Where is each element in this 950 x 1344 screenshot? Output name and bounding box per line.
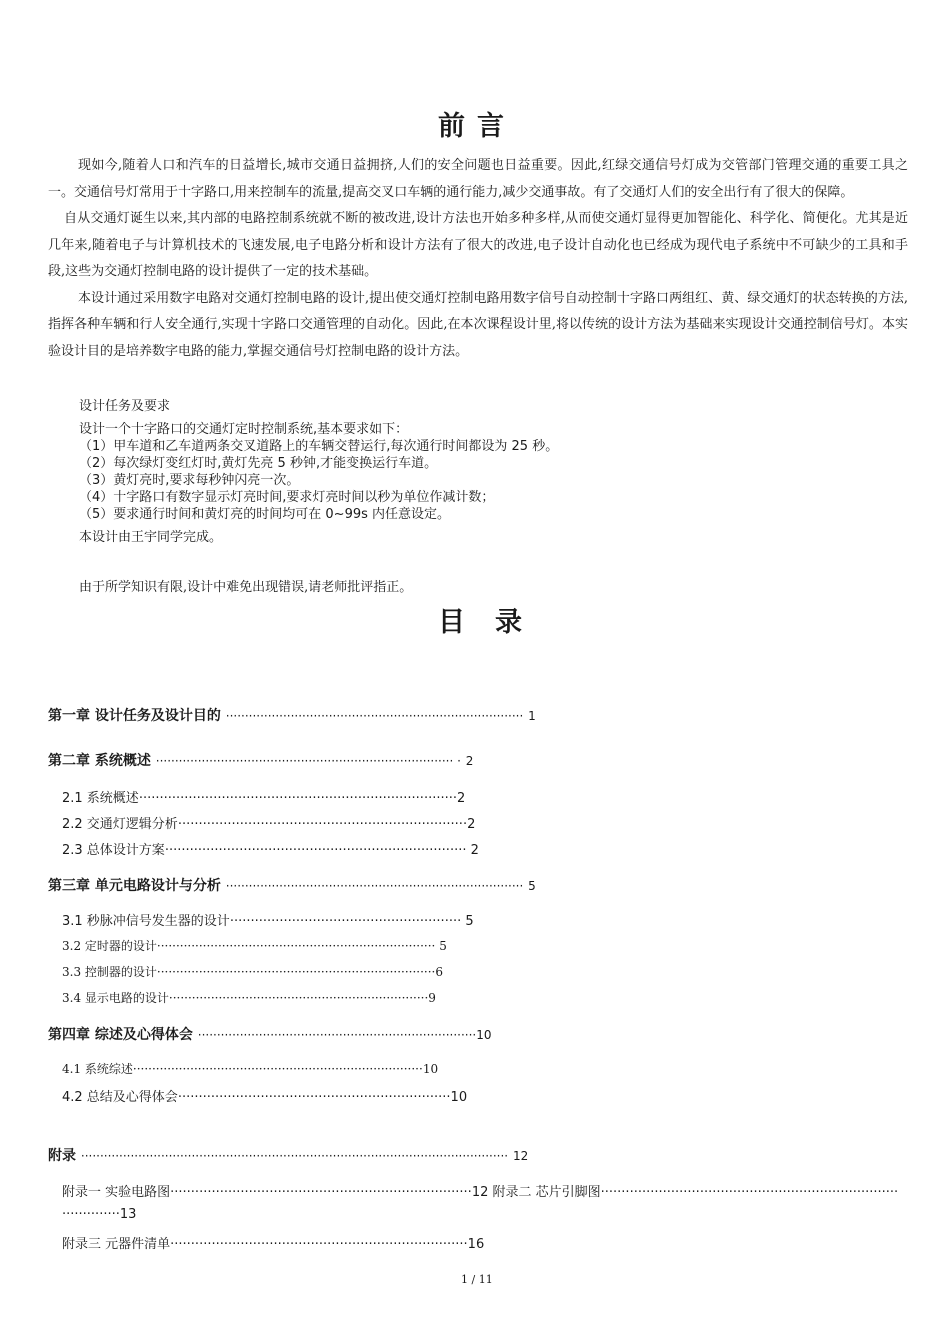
toc-leader-dots: ············································································· xyxy=(138,791,458,806)
toc-leader-dots: ·············································································· xyxy=(225,879,524,893)
toc-page-number: 2 xyxy=(457,791,466,806)
toc-appendix[interactable] xyxy=(48,1145,528,1165)
toc-leader-dots: ························································ xyxy=(229,914,462,929)
toc-appendix-item-3[interactable] xyxy=(62,1233,484,1252)
toc-item-label: 2.1 系统概述 xyxy=(62,791,139,806)
toc-page-number: 1 xyxy=(528,709,536,723)
toc-chapter-label: 附录 xyxy=(48,1148,76,1164)
toc-page-number: 5 xyxy=(465,914,474,929)
preface-paragraph: 现如今,随着人口和汽车的日益增长,城市交通日益拥挤,人们的安全问题也日益重要。因此,红绿交通信号灯成为交管部门管理交通的重要工具之一。交通信号灯常用于十字路口,用来控制车的流量,提高交叉口车辆的通行能力,减少交通事故。有了交通灯人们的安全出行有了很大的保障。 xyxy=(48,158,908,200)
toc-appendix-row-1 xyxy=(62,1181,907,1200)
toc-item-2-3[interactable] xyxy=(62,839,479,858)
toc-page-number: 2 xyxy=(467,817,476,832)
toc-item-2-1[interactable] xyxy=(62,787,465,806)
toc-item-label: 附录三 元器件清单 xyxy=(62,1237,171,1252)
toc-leader-dots: ········································································· xyxy=(156,939,436,953)
preface-title: 前言 xyxy=(438,111,516,142)
toc-item-3-2[interactable] xyxy=(62,937,447,954)
toc-item-label: 2.3 总体设计方案 xyxy=(62,843,165,858)
toc-page-number: 16 xyxy=(467,1237,485,1252)
toc-item-label: 3.2 定时器的设计 xyxy=(62,939,157,953)
toc-item-3-3[interactable] xyxy=(62,963,443,980)
preface-paragraph: 本设计通过采用数字电路对交通灯控制电路的设计,提出使交通灯控制电路用数字信号自动控制十字路口两组红、黄、绿交通灯的状态转换的方法,指挥各种车辆和行人安全通行,实现十字路口交通管理的自动化。因此,在本次课程设计里,将以传统的设计方法为基础来实现设计交通控制信号灯。本实验设计目的是培养数字电路的能力,掌握交通信号灯控制电路的设计方法。 xyxy=(48,290,908,359)
toc-item-label: 附录二 芯片引脚图 xyxy=(492,1185,601,1200)
toc-page-number: 5 xyxy=(439,939,447,953)
toc-item-label: 附录一 实验电路图 xyxy=(62,1185,171,1200)
toc-chapter-label: 第二章 系统概述 xyxy=(48,753,151,769)
toc-leader-dots: ···································································· xyxy=(168,991,429,1005)
toc-leader-dots: ········································································ xyxy=(600,1185,899,1200)
requirement-line: （3）黄灯亮时,要求每秒钟闪亮一次。 xyxy=(79,473,300,488)
preface-paragraph: 自从交通灯诞生以来,其内部的电路控制系统就不断的被改进,设计方法也开始多种多样,从而使交通灯显得更加智能化、科学化、简便化。尤其是近几年来,随着电子与计算机技术的飞速发展,电子电路分析和设计方法有了很大的改进,电子设计自动化也已经成为现代电子系统中不可缺少的工具和手段,这些为交通灯控制电路的设计提供了一定的技术基础。 xyxy=(48,211,908,279)
toc-item-label: 4.2 总结及心得体会 xyxy=(62,1090,178,1105)
requirement-line: （4）十字路口有数字显示灯亮时间,要求灯亮时间以秒为单位作减计数； xyxy=(79,490,495,505)
toc-page-number: 12 xyxy=(512,1149,529,1163)
toc-item-label: 4.1 系统综述 xyxy=(62,1062,133,1076)
toc-leader-dots: ········································································· xyxy=(156,965,436,979)
toc-appendix-item-1[interactable] xyxy=(62,1185,488,1200)
requirement-line: （1）甲车道和乙车道两条交叉道路上的车辆交替运行,每次通行时间都设为 25 秒。 xyxy=(79,439,559,454)
requirement-line: （5）要求通行时间和黄灯亮的时间均可在 0~99s 内任意设定。 xyxy=(79,507,451,522)
toc-page-number: 10 xyxy=(422,1062,439,1076)
toc-leader-dots: ················································································································ xyxy=(80,1149,509,1163)
toc-page-number: 2 xyxy=(470,843,479,858)
task-heading: 设计任务及要求 xyxy=(79,399,171,414)
toc-chapter-3[interactable] xyxy=(48,875,536,895)
toc-title: 目录 xyxy=(438,607,552,638)
toc-leader-dots: ·············································································· xyxy=(225,709,524,723)
toc-item-label: 3.3 控制器的设计 xyxy=(62,965,157,979)
requirement-line: （2）每次绿灯变红灯时,黄灯先亮 5 秒钟,才能变换运行车道。 xyxy=(79,456,438,471)
toc-page-number: 10 xyxy=(476,1028,492,1042)
toc-page-number: 13 xyxy=(119,1207,137,1222)
toc-appendix-item-2[interactable] xyxy=(493,1185,899,1200)
toc-page-number: 10 xyxy=(450,1090,468,1105)
toc-page-number: 12 xyxy=(471,1185,489,1200)
toc-leader-dots: ········································································ xyxy=(170,1237,468,1252)
toc-chapter-label: 第三章 单元电路设计与分析 xyxy=(48,878,221,894)
requirements-list xyxy=(79,421,558,523)
toc-item-label: 3.1 秒脉冲信号发生器的设计 xyxy=(62,914,230,929)
toc-appendix-row-1-wrap[interactable] xyxy=(62,1207,136,1222)
toc-leader-dots: ········································································· xyxy=(164,843,467,858)
author-note: 本设计由王宇同学完成。 xyxy=(79,530,223,545)
toc-leader-dots: ·············································································· · xyxy=(155,754,461,768)
toc-leader-dots: ········································································· xyxy=(197,1028,477,1042)
toc-chapter-4[interactable] xyxy=(48,1024,492,1044)
toc-leader-dots: ······································································ xyxy=(177,817,468,832)
toc-item-label: 2.2 交通灯逻辑分析 xyxy=(62,817,178,832)
toc-chapter-label: 第一章 设计任务及设计目的 xyxy=(48,708,221,724)
toc-page-number: 9 xyxy=(428,991,436,1005)
toc-page-number: 5 xyxy=(528,879,536,893)
toc-item-3-1[interactable] xyxy=(62,910,474,929)
toc-leader-dots: ·································································· xyxy=(177,1090,451,1105)
toc-chapter-1[interactable] xyxy=(48,705,536,725)
toc-item-label: 3.4 显示电路的设计 xyxy=(62,991,169,1005)
toc-page-number: 6 xyxy=(435,965,444,979)
closing-note: 由于所学知识有限,设计中难免出现错误,请老师批评指正。 xyxy=(79,580,413,595)
toc-item-4-1[interactable] xyxy=(62,1060,438,1077)
page-indicator: 1 / 11 xyxy=(461,1273,493,1286)
toc-leader-dots: ········································································· xyxy=(170,1185,472,1200)
requirement-line: 设计一个十字路口的交通灯定时控制系统,基本要求如下： xyxy=(79,422,409,437)
toc-page-number: 2 xyxy=(465,754,474,768)
toc-item-2-2[interactable] xyxy=(62,813,475,832)
toc-item-4-2[interactable] xyxy=(62,1086,467,1105)
toc-chapter-label: 第四章 综述及心得体会 xyxy=(48,1027,193,1043)
toc-item-3-4[interactable] xyxy=(62,989,436,1006)
toc-chapter-2[interactable] xyxy=(48,750,473,770)
toc-leader-dots: ·············· xyxy=(62,1207,120,1222)
toc-leader-dots: ············································································ xyxy=(132,1062,423,1076)
preface-body xyxy=(48,153,908,365)
